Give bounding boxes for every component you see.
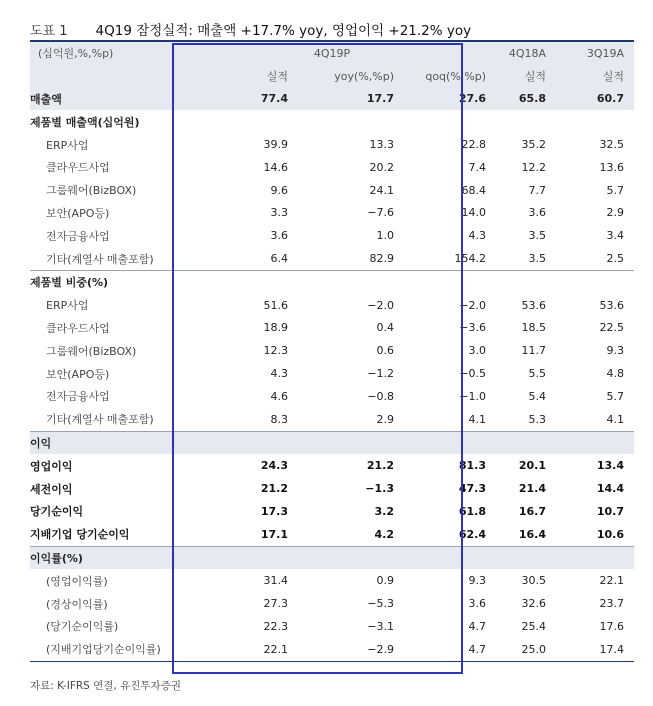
- cell-value: 12.3: [263, 344, 288, 358]
- table-row: [30, 88, 634, 111]
- cell-value: 4.2: [374, 527, 394, 541]
- cell-value: 17.1: [260, 527, 288, 541]
- cell-value: 3.6: [528, 206, 547, 220]
- cell-value: 27.3: [263, 597, 288, 611]
- cell-value: 53.6: [521, 298, 547, 312]
- cell-value: 39.9: [263, 138, 288, 152]
- cell-value: 10.7: [596, 504, 625, 518]
- table-row: [30, 546, 634, 569]
- row-label: ERP사업: [46, 299, 89, 313]
- cell-value: 2.9: [376, 412, 394, 426]
- row-label: 영업이익: [30, 459, 73, 473]
- cell-value: 2.5: [606, 252, 625, 266]
- table-row: [30, 408, 634, 431]
- cell-value: 4.7: [468, 619, 487, 633]
- subheader-yoy: yoy(%,%p): [294, 65, 400, 88]
- cell-value: 0.9: [376, 574, 394, 588]
- subheader-actual-3q19: 실적: [556, 65, 634, 88]
- cell-value: [294, 431, 400, 454]
- table-row: [30, 592, 634, 615]
- table-row: [30, 110, 634, 133]
- cell-value: 10.6: [596, 527, 625, 541]
- row-label: 당기순이익: [30, 505, 84, 519]
- table-row: [30, 224, 634, 247]
- cell-value: −3.6: [459, 321, 487, 335]
- cell-value: 0.4: [376, 321, 394, 335]
- cell-value: 47.3: [458, 482, 487, 496]
- row-label: (영업이익률): [46, 574, 108, 588]
- table-row: [30, 638, 634, 661]
- cell-value: [400, 110, 492, 133]
- cell-value: 9.3: [606, 344, 625, 358]
- cell-value: [400, 270, 492, 293]
- row-label: 제품별 비중(%): [30, 270, 172, 293]
- cell-value: 5.4: [528, 389, 547, 403]
- row-label: 전자금융사업: [46, 229, 110, 243]
- cell-value: 5.7: [606, 183, 625, 197]
- cell-value: 20.2: [369, 160, 394, 174]
- row-label: 기타(계열사 매출포함): [46, 413, 154, 427]
- cell-value: 32.5: [599, 138, 625, 152]
- subheader-actual: 실적: [172, 65, 294, 88]
- cell-value: 51.6: [263, 298, 288, 312]
- cell-value: 14.0: [461, 206, 487, 220]
- cell-value: 4.8: [606, 367, 625, 381]
- cell-value: 18.9: [263, 321, 288, 335]
- cell-value: [492, 546, 556, 569]
- row-label: 매출액: [30, 88, 172, 111]
- subheader-qoq: qoq(%,%p): [400, 65, 492, 88]
- cell-value: 13.3: [369, 138, 394, 152]
- table-row: [30, 454, 634, 477]
- subheader-actual-4q18: 실적: [492, 65, 556, 88]
- cell-value: 17.6: [599, 619, 625, 633]
- cell-value: 4.1: [606, 412, 625, 426]
- source-note: 자료: K-IFRS 연결, 유진투자증권: [30, 680, 181, 692]
- table-row: [30, 202, 634, 225]
- cell-value: [172, 431, 294, 454]
- cell-value: 60.7: [556, 88, 634, 111]
- cell-value: 6.4: [270, 252, 288, 266]
- cell-value: 3.2: [374, 504, 394, 518]
- header-blank: [30, 65, 172, 88]
- cell-value: −1.2: [367, 367, 394, 381]
- table-row: [30, 569, 634, 592]
- cell-value: [294, 546, 400, 569]
- table-row: [30, 339, 634, 362]
- cell-value: 25.0: [492, 638, 556, 661]
- cell-value: 4.1: [468, 412, 487, 426]
- cell-value: 62.4: [458, 527, 487, 541]
- table-row: [30, 362, 634, 385]
- table-row: [30, 179, 634, 202]
- cell-value: −2.9: [294, 638, 400, 661]
- cell-value: −1.3: [365, 482, 394, 496]
- header-row-2: [30, 65, 634, 88]
- table-caption: [30, 18, 471, 40]
- table-row: [30, 247, 634, 270]
- cell-value: 61.8: [458, 504, 487, 518]
- cell-value: −0.8: [367, 389, 394, 403]
- cell-value: 21.4: [518, 482, 547, 496]
- figure-label: 도표 1: [30, 23, 68, 39]
- cell-value: 3.6: [270, 229, 288, 243]
- cell-value: 20.1: [518, 459, 547, 473]
- cell-value: 22.1: [599, 574, 625, 588]
- cell-value: 24.3: [260, 459, 288, 473]
- cell-value: 9.6: [270, 183, 288, 197]
- row-label: 제품별 매출액(십억원): [30, 110, 172, 133]
- row-label: 그룹웨어(BizBOX): [46, 344, 137, 358]
- cell-value: 21.2: [260, 482, 288, 496]
- cell-value: 3.6: [468, 597, 487, 611]
- cell-value: 21.2: [366, 459, 394, 473]
- cell-value: 53.6: [599, 298, 625, 312]
- cell-value: [172, 546, 294, 569]
- cell-value: 4.7: [400, 638, 492, 661]
- cell-value: [492, 110, 556, 133]
- cell-value: 5.5: [528, 367, 547, 381]
- cell-value: −1.0: [459, 389, 487, 403]
- cell-value: 4.6: [270, 389, 288, 403]
- cell-value: [556, 270, 634, 293]
- row-label: 보안(APO등): [46, 367, 110, 381]
- row-label: 기타(계열사 매출포함): [46, 252, 154, 266]
- cell-value: [556, 110, 634, 133]
- cell-value: 2.9: [606, 206, 625, 220]
- row-label: 클라우드사업: [46, 321, 110, 335]
- cell-value: 77.4: [172, 88, 294, 111]
- cell-value: 17.4: [556, 638, 634, 661]
- cell-value: [400, 546, 492, 569]
- cell-value: 13.6: [599, 160, 625, 174]
- cell-value: 82.9: [369, 252, 394, 266]
- row-label: 전자금융사업: [46, 390, 110, 404]
- cell-value: [294, 270, 400, 293]
- cell-value: 22.3: [263, 619, 288, 633]
- cell-value: 17.7: [294, 88, 400, 111]
- row-label: 보안(APO등): [46, 206, 110, 220]
- cell-value: −0.5: [459, 367, 487, 381]
- cell-value: 25.4: [521, 619, 547, 633]
- table-row: [30, 133, 634, 156]
- row-label: 이익: [30, 431, 172, 454]
- cell-value: 3.4: [606, 229, 625, 243]
- cell-value: 22.8: [461, 138, 487, 152]
- cell-value: 16.7: [518, 504, 547, 518]
- cell-value: 4.3: [270, 367, 288, 381]
- row-label: 클라우드사업: [46, 161, 110, 175]
- cell-value: 4.3: [468, 229, 487, 243]
- group-header: 4Q19P: [172, 42, 492, 65]
- col-header-4q18a: 4Q18A: [492, 42, 556, 65]
- col-header-3q19a: 3Q19A: [556, 42, 634, 65]
- row-label: ERP사업: [46, 138, 89, 152]
- cell-value: 18.5: [521, 321, 547, 335]
- cell-value: 23.7: [599, 597, 625, 611]
- cell-value: −3.1: [367, 619, 394, 633]
- cell-value: 14.6: [263, 160, 288, 174]
- earnings-table: [30, 42, 634, 662]
- cell-value: −5.3: [367, 597, 394, 611]
- cell-value: [556, 546, 634, 569]
- table-row: [30, 615, 634, 638]
- cell-value: [294, 110, 400, 133]
- cell-value: 81.3: [458, 459, 487, 473]
- table-row: [30, 431, 634, 454]
- cell-value: 16.4: [518, 527, 547, 541]
- table-row: [30, 317, 634, 340]
- cell-value: 24.1: [369, 183, 394, 197]
- cell-value: [492, 270, 556, 293]
- cell-value: 8.3: [270, 412, 288, 426]
- table-row: [30, 270, 634, 293]
- cell-value: [400, 431, 492, 454]
- cell-value: 65.8: [492, 88, 556, 111]
- unit-label: (십억원,%,%p): [30, 42, 172, 65]
- cell-value: [556, 431, 634, 454]
- cell-value: 14.4: [596, 482, 625, 496]
- cell-value: 5.7: [606, 389, 625, 403]
- cell-value: −2.0: [459, 298, 487, 312]
- cell-value: 31.4: [263, 574, 288, 588]
- cell-value: 17.3: [260, 504, 288, 518]
- cell-value: 3.0: [468, 344, 487, 358]
- cell-value: [172, 110, 294, 133]
- cell-value: 32.6: [521, 597, 547, 611]
- cell-value: 9.3: [468, 574, 487, 588]
- cell-value: 22.1: [172, 638, 294, 661]
- row-label: (경상이익률): [46, 597, 108, 611]
- row-label: 세전이익: [30, 482, 73, 496]
- cell-value: 35.2: [521, 138, 547, 152]
- cell-value: 7.4: [468, 160, 487, 174]
- figure-title: 4Q19 잠정실적: 매출액 +17.7% yoy, 영업이익 +21.2% yoy: [95, 23, 472, 39]
- table-row: [30, 385, 634, 408]
- cell-value: 1.0: [376, 229, 394, 243]
- cell-value: 3.3: [270, 206, 288, 220]
- cell-value: 68.4: [461, 183, 487, 197]
- cell-value: 5.3: [528, 412, 547, 426]
- cell-value: −7.6: [367, 206, 394, 220]
- header-row-1: [30, 42, 634, 65]
- cell-value: 27.6: [400, 88, 492, 111]
- cell-value: 13.4: [596, 459, 625, 473]
- table-row: [30, 523, 634, 546]
- table-row: [30, 477, 634, 500]
- row-label: (지배기업당기순이익률): [30, 638, 172, 661]
- row-label: 그룹웨어(BizBOX): [46, 184, 137, 198]
- cell-value: 0.6: [376, 344, 394, 358]
- cell-value: −2.0: [367, 298, 394, 312]
- cell-value: 3.5: [528, 229, 547, 243]
- row-label: 지배기업 당기순이익: [30, 528, 130, 542]
- table-row: [30, 294, 634, 317]
- table-row: [30, 156, 634, 179]
- cell-value: 12.2: [521, 160, 547, 174]
- cell-value: [172, 270, 294, 293]
- cell-value: [492, 431, 556, 454]
- row-label: (당기순이익률): [46, 620, 119, 634]
- cell-value: 3.5: [528, 252, 547, 266]
- cell-value: 7.7: [528, 183, 547, 197]
- cell-value: 11.7: [521, 344, 547, 358]
- cell-value: 22.5: [599, 321, 625, 335]
- cell-value: 154.2: [454, 252, 487, 266]
- row-label: 이익률(%): [30, 546, 172, 569]
- cell-value: 30.5: [521, 574, 547, 588]
- table-row: [30, 500, 634, 523]
